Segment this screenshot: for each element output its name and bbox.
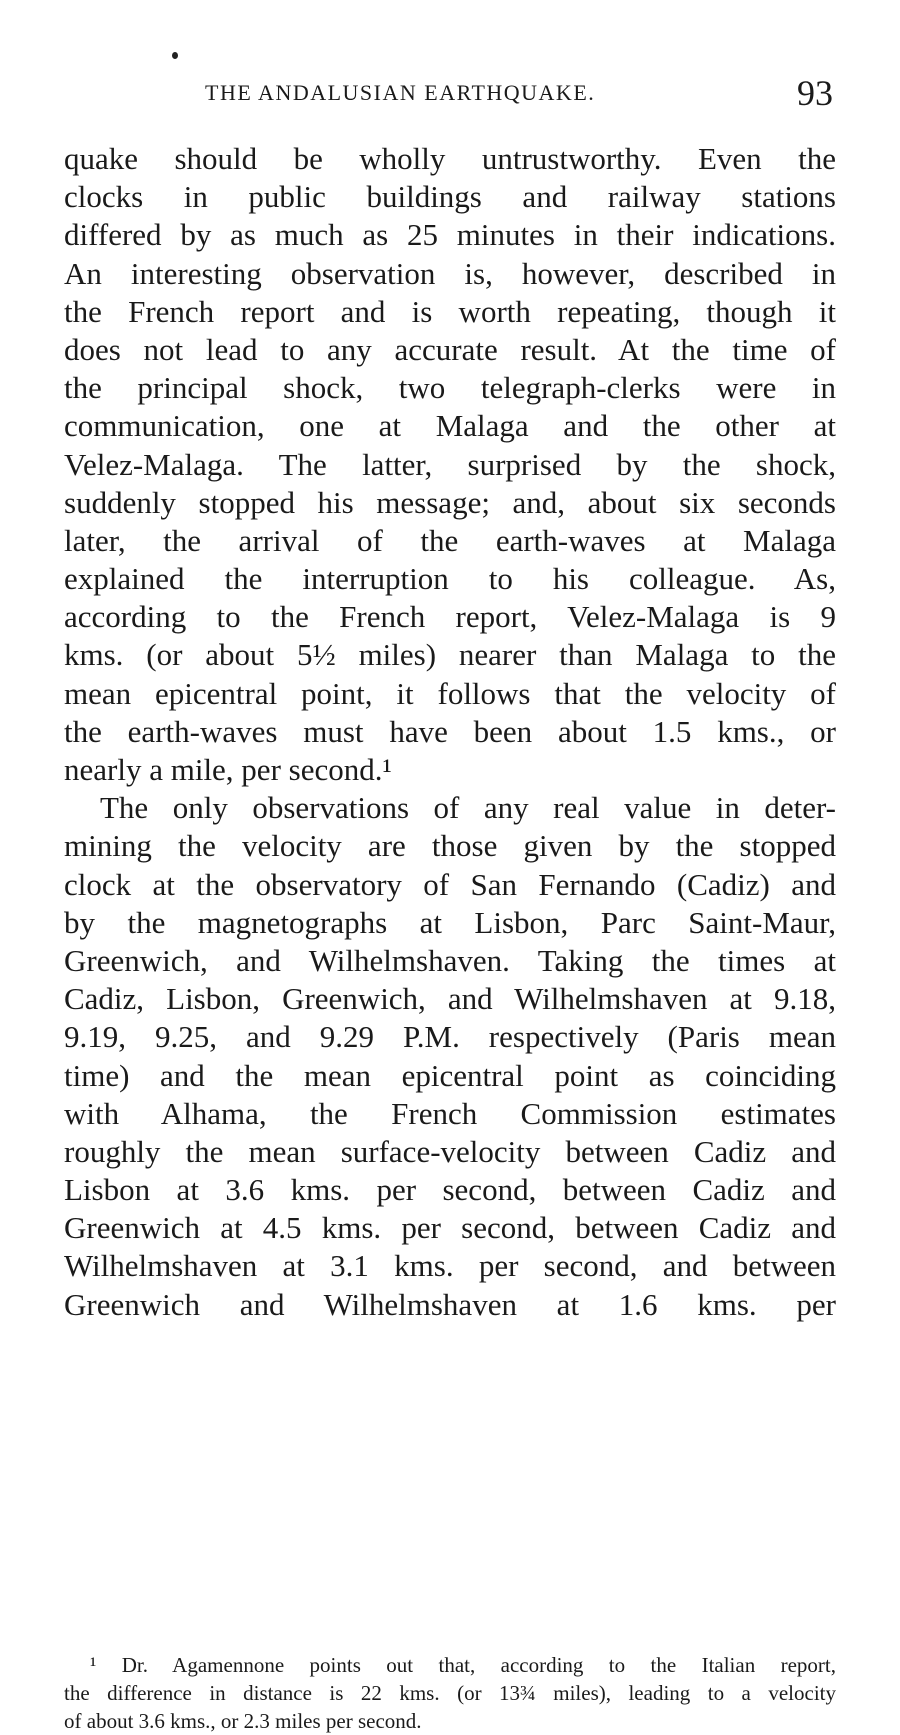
page-number: 93 — [797, 73, 833, 113]
footnote-line: ¹ Dr. Agamennone points out that, according to the Italian report, — [90, 1653, 836, 1677]
text-line: clocks in public buildings and railway stations — [64, 179, 836, 215]
text-line: 9.19, 9.25, and 9.29 P.M. respectively (Paris mean — [64, 1019, 836, 1055]
text-line: mean epicentral point, it follows that the velocity of — [64, 675, 836, 711]
text-line: suddenly stopped his message; and, about six seconds — [64, 484, 836, 520]
text-line: An interesting observation is, however, described in — [64, 255, 836, 291]
text-line: Velez-Malaga. The latter, surprised by the shock, — [64, 446, 836, 482]
text-line: the French report and is worth repeating, though it — [64, 293, 836, 329]
text-line: Greenwich, and Wilhelmshaven. Taking the times at — [64, 942, 836, 978]
text-line: mining the velocity are those given by the stopped — [64, 828, 836, 864]
footnote-line: the difference in distance is 22 kms. (or 13¾ miles), leading to a velocity — [64, 1681, 836, 1705]
body-text — [64, 140, 836, 1324]
text-line: time) and the mean epicentral point as coinciding — [64, 1057, 836, 1093]
text-line: communication, one at Malaga and the other at — [64, 408, 836, 444]
text-line: according to the French report, Velez-Malaga is 9 — [64, 599, 836, 635]
text-line: Greenwich and Wilhelmshaven at 1.6 kms. per — [64, 1286, 836, 1322]
text-line: The only observations of any real value in deter- — [100, 790, 836, 826]
footnote-line: of about 3.6 kms., or 2.3 miles per second. — [64, 1709, 422, 1733]
running-title: THE ANDALUSIAN EARTHQUAKE. — [205, 80, 596, 105]
text-line: clock at the observatory of San Fernando (Cadiz) and — [64, 866, 836, 902]
text-line: roughly the mean surface-velocity between Cadiz and — [64, 1133, 836, 1169]
text-line: nearly a mile, per second.¹ — [64, 752, 392, 787]
text-line: quake should be wholly untrustworthy. Even the — [64, 141, 836, 176]
ink-speck — [172, 52, 178, 59]
text-line: kms. (or about 5½ miles) nearer than Malaga to the — [64, 637, 836, 673]
footnote-block-on-page — [64, 1651, 836, 1735]
text-line: Cadiz, Lisbon, Greenwich, and Wilhelmshaven at 9.18, — [64, 981, 836, 1017]
text-line: Lisbon at 3.6 kms. per second, between Cadiz and — [64, 1172, 836, 1208]
text-line: by the magnetographs at Lisbon, Parc Saint-Maur, — [64, 904, 836, 940]
text-line: differed by as much as 25 minutes in their indications. — [64, 217, 836, 253]
text-line: explained the interruption to his colleague. As, — [64, 561, 836, 597]
text-line: the earth-waves must have been about 1.5 kms., or — [64, 713, 836, 749]
text-line: the principal shock, two telegraph-clerks were in — [64, 370, 836, 406]
text-line: does not lead to any accurate result. At the time of — [64, 331, 836, 367]
text-line: later, the arrival of the earth-waves at Malaga — [64, 522, 836, 558]
text-line: with Alhama, the French Commission estimates — [64, 1095, 836, 1131]
text-line: Wilhelmshaven at 3.1 kms. per second, and between — [64, 1248, 836, 1284]
text-line: Greenwich at 4.5 kms. per second, between Cadiz and — [64, 1210, 836, 1246]
